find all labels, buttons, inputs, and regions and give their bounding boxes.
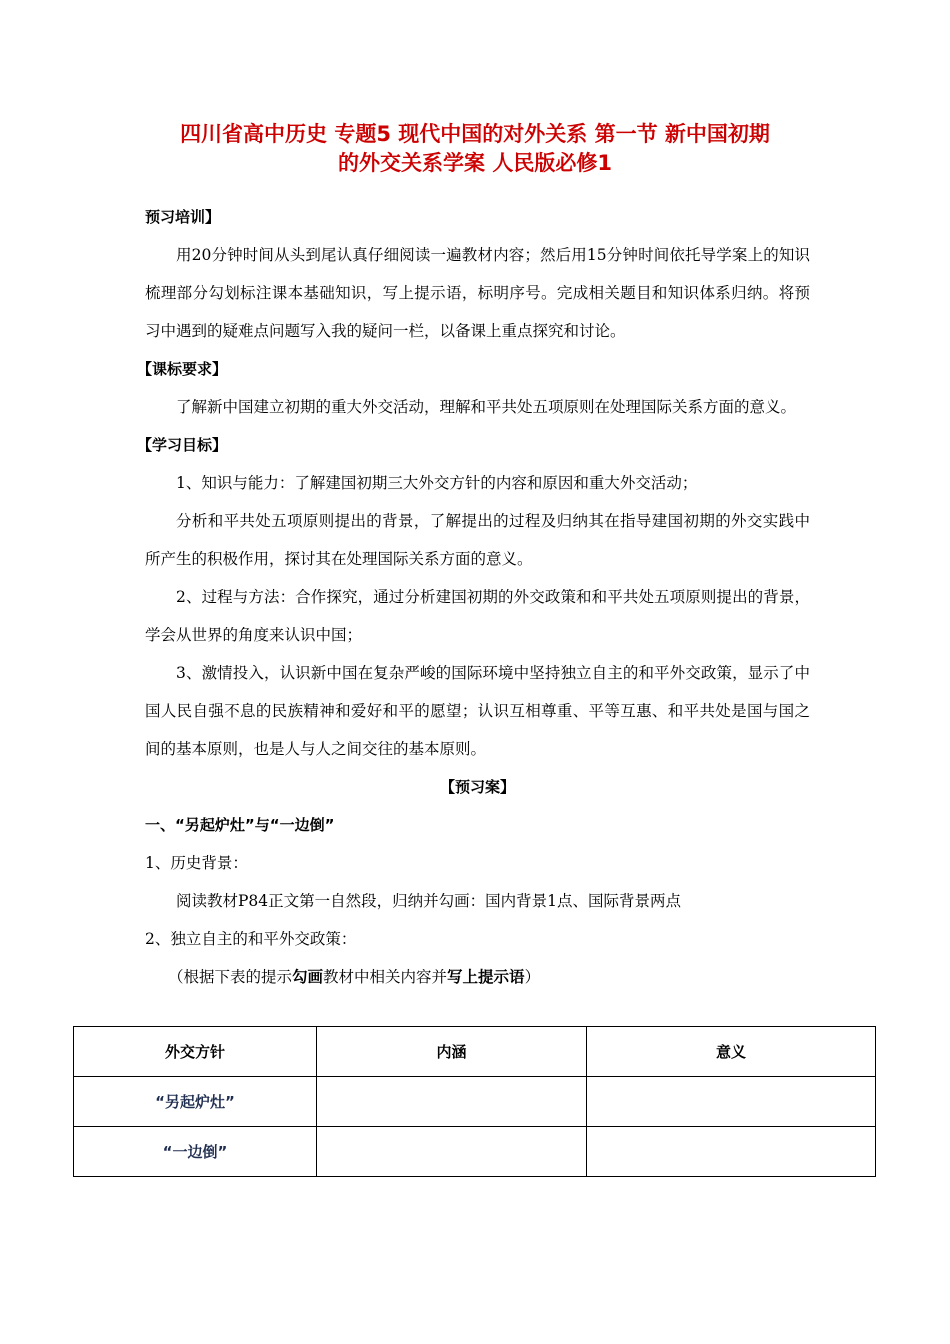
- sub-1-text: 阅读教材P84正文第一自然段，归纳并勾画：国内背景1点、国际背景两点: [176, 892, 682, 910]
- table-header-meaning: 意义: [587, 1027, 876, 1077]
- document-title: [60, 120, 890, 178]
- table-row: [74, 1127, 876, 1177]
- preview-case-heading: 【预习案】: [439, 778, 515, 796]
- sub-1-heading: 1、历史背景：: [145, 854, 248, 872]
- table-row-label: “一边倒”: [74, 1127, 317, 1177]
- objective-item-3: 3、激情投入，认识新中国在复杂严峻的国际环境中坚持独立自主的和平外交政策，显示了中国人民自强不息的民族精神和爱好和平的愿望；认识互相尊重、平等互惠、和平共处是国与国之间的基本原则，也是人与人之间交往的基本原则。: [145, 664, 810, 758]
- section-1-heading: 一、“另起炉灶”与“一边倒”: [145, 816, 335, 834]
- hint-part-d: 写上提示语: [447, 968, 525, 986]
- objectives-heading: 【学习目标】: [137, 436, 228, 454]
- hint-part-c: 教材中相关内容并: [323, 968, 448, 986]
- table-cell-meaning[interactable]: [587, 1077, 876, 1127]
- objective-item-1b: 分析和平共处五项原则提出的背景，了解提出的过程及归纳其在指导建国初期的外交实践中所产生的积极作用，探讨其在处理国际关系方面的意义。: [145, 512, 810, 568]
- table-header-policy: 外交方针: [74, 1027, 317, 1077]
- preview-training-text: 用20分钟时间从头到尾认真仔细阅读一遍教材内容；然后用15分钟时间依托导学案上的知识梳理部分勾划标注课本基础知识，写上提示语，标明序号。完成相关题目和知识体系归纳。将预习中遇到的疑难点问题写入我的疑问一栏，以备课上重点探究和讨论。: [145, 246, 810, 340]
- table-cell-content[interactable]: [317, 1127, 587, 1177]
- diplomacy-table: [73, 1026, 876, 1177]
- title-line-2: 的外交关系学案 人民版必修1: [338, 151, 612, 175]
- objective-item-2: 2、过程与方法：合作探究，通过分析建国初期的外交政策和和平共处五项原则提出的背景，学会从世界的角度来认识中国；: [145, 588, 810, 644]
- curriculum-heading: 【课标要求】: [137, 360, 228, 378]
- preview-training-heading: 预习培训】: [145, 208, 221, 226]
- hint-part-a: （根据下表的提示: [168, 968, 293, 986]
- sub-2-heading: 2、独立自主的和平外交政策：: [145, 930, 357, 948]
- hint-part-b: 勾画: [292, 968, 324, 986]
- document-body: [137, 198, 810, 996]
- table-header-row: [74, 1027, 876, 1077]
- table-row-label: “另起炉灶”: [74, 1077, 317, 1127]
- hint-part-e: ）: [524, 968, 541, 986]
- table-header-content: 内涵: [317, 1027, 587, 1077]
- table-hint: [145, 958, 810, 996]
- table-cell-meaning[interactable]: [587, 1127, 876, 1177]
- title-line-1: 四川省高中历史 专题5 现代中国的对外关系 第一节 新中国初期: [180, 122, 770, 146]
- curriculum-text: 了解新中国建立初期的重大外交活动，理解和平共处五项原则在处理国际关系方面的意义。: [176, 398, 797, 416]
- table-row: [74, 1077, 876, 1127]
- objective-item-1a: 1、知识与能力：了解建国初期三大外交方针的内容和原因和重大外交活动；: [176, 474, 698, 492]
- table-cell-content[interactable]: [317, 1077, 587, 1127]
